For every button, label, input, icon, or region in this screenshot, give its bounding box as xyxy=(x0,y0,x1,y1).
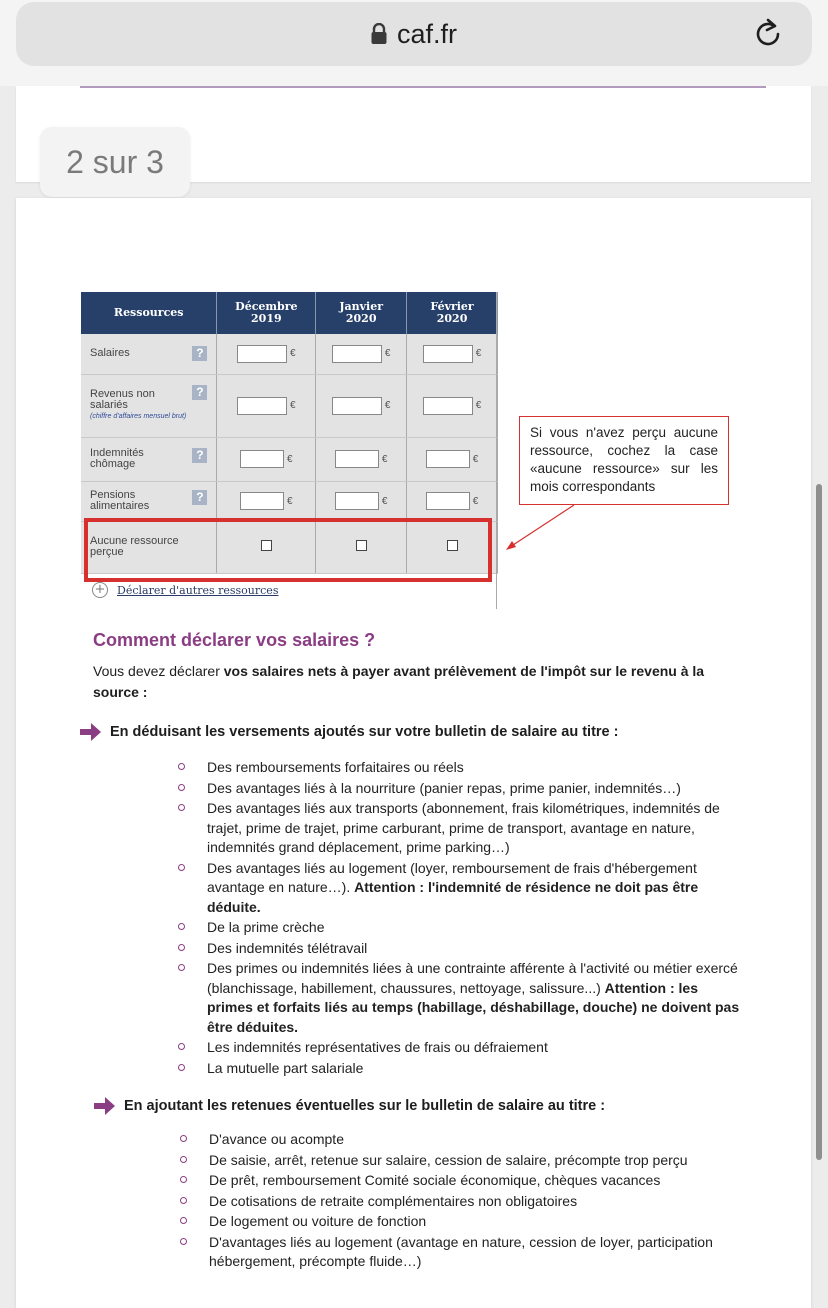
list-item: De cotisations de retraite complémentaires non obligatoires xyxy=(180,1192,746,1212)
plus-icon: + xyxy=(92,582,108,598)
currency-label: € xyxy=(381,495,388,507)
column-header: Janvier 2020 xyxy=(316,292,407,334)
section-heading: Comment déclarer vos salaires ? xyxy=(93,630,376,650)
document-page xyxy=(16,198,811,1308)
currency-label: € xyxy=(472,495,479,507)
amount-input[interactable] xyxy=(237,397,287,415)
amount-input[interactable] xyxy=(426,492,470,510)
currency-label: € xyxy=(384,400,391,411)
amount-input[interactable] xyxy=(237,345,287,363)
amount-input[interactable] xyxy=(423,397,473,415)
list-item: Des avantages liés au logement (loyer, remboursement de frais d'hébergement avantage en nature…). Attention : l'indemnité de résidence ne doit pas être déduite. xyxy=(178,859,744,918)
row-label: Revenus non salariés (chiffre d'affaires mensuel brut) ? xyxy=(81,374,217,437)
list-item: Des primes ou indemnités liées à une contrainte afférente à l'activité ou métier exercé (blanchissage, habillement, chaussures, nettoyage, salissure...) Attention : les primes et forfaits liés au temps (habillage, déshabillage, douche) ne doivent pas être déduites. xyxy=(178,959,744,1037)
currency-label: € xyxy=(475,348,482,360)
row-label: Indemnités chômage ? xyxy=(81,437,217,481)
row-label: Aucune ressource perçue xyxy=(81,521,217,573)
reload-icon[interactable] xyxy=(750,16,786,52)
currency-label: € xyxy=(290,348,296,360)
divider xyxy=(80,86,766,88)
arrow-right-icon xyxy=(92,1095,116,1117)
callout-note: Si vous n'avez perçu aucune ressource, cochez la case «aucune ressource» sur les mois correspondants xyxy=(519,416,729,505)
table-row xyxy=(81,334,498,374)
intro-text: Vous devez déclarer vos salaires nets à payer avant prélèvement de l'impôt sur le revenu à la source : xyxy=(93,663,705,700)
table-header-row xyxy=(81,292,498,334)
browser-toolbar xyxy=(0,0,828,86)
url-text: caf.fr xyxy=(396,18,457,49)
row-label: Pensions alimentaires ? xyxy=(81,481,217,521)
list-item: Des avantages liés à la nourriture (panier repas, prime panier, indemnités…) xyxy=(178,779,744,799)
amount-input[interactable] xyxy=(240,492,284,510)
list-item: D'avantages liés au logement (avantage en nature, cession de loyer, participation hébergement, précompte fluide…) xyxy=(180,1233,746,1272)
currency-label: € xyxy=(475,400,482,411)
column-header: Décembre 2019 xyxy=(217,292,316,334)
help-icon[interactable]: ? xyxy=(192,346,207,361)
currency-label: € xyxy=(290,400,296,411)
amount-input[interactable] xyxy=(332,345,382,363)
amount-input[interactable] xyxy=(426,450,470,468)
add-resources-row[interactable] xyxy=(92,582,278,598)
list-item: Les indemnités représentatives de frais ou défraiement xyxy=(178,1038,744,1058)
list-item: De prêt, remboursement Comité sociale économique, chèques vacances xyxy=(180,1171,746,1191)
lock-icon xyxy=(371,23,387,45)
page-indicator: 2 sur 3 xyxy=(40,127,190,197)
highlight-box xyxy=(84,518,492,582)
currency-label: € xyxy=(381,453,388,465)
currency-label: € xyxy=(287,453,293,465)
currency-label: € xyxy=(472,453,479,465)
list-item: Des indemnités télétravail xyxy=(178,939,744,959)
table-edge xyxy=(496,292,497,609)
column-header: Ressources xyxy=(81,292,217,334)
deductions-list xyxy=(178,758,744,1079)
list-item: De logement ou voiture de fonction xyxy=(180,1212,746,1232)
address-bar[interactable] xyxy=(16,2,812,66)
help-icon[interactable]: ? xyxy=(192,385,207,400)
currency-label: € xyxy=(384,348,391,360)
currency-label: € xyxy=(287,495,293,507)
list-item: La mutuelle part salariale xyxy=(178,1059,744,1079)
help-icon[interactable]: ? xyxy=(192,448,207,463)
list-item: De saisie, arrêt, retenue sur salaire, cession de salaire, précompte trop perçu xyxy=(180,1151,746,1171)
list-item: Des remboursements forfaitaires ou réels xyxy=(178,758,744,778)
table-row xyxy=(81,481,498,521)
row-label: Salaires ? xyxy=(81,334,217,374)
add-resources-link[interactable]: Déclarer d'autres ressources xyxy=(117,583,279,597)
list-item: De la prime crèche xyxy=(178,918,744,938)
column-header: Février 2020 xyxy=(407,292,498,334)
amount-input[interactable] xyxy=(423,345,473,363)
amount-input[interactable] xyxy=(332,397,382,415)
table-row xyxy=(81,437,498,481)
additions-list xyxy=(180,1130,746,1273)
block-title: En ajoutant les retenues éventuelles sur le bulletin de salaire au titre : xyxy=(92,1095,605,1117)
list-item: Des avantages liés aux transports (abonnement, frais kilométriques, indemnités de trajet, prime de trajet, prime carburant, prime de transport, avantage en nature, indemnités grand déplacement, prime parking…) xyxy=(178,799,744,858)
table-row xyxy=(81,374,498,437)
list-item: D'avance ou acompte xyxy=(180,1130,746,1150)
amount-input[interactable] xyxy=(240,450,284,468)
arrow-right-icon xyxy=(78,721,102,743)
scrollbar[interactable] xyxy=(816,484,822,1160)
help-icon[interactable]: ? xyxy=(192,490,207,505)
amount-input[interactable] xyxy=(335,450,379,468)
block-title: En déduisant les versements ajoutés sur votre bulletin de salaire au titre : xyxy=(78,721,618,743)
amount-input[interactable] xyxy=(335,492,379,510)
callout-arrow xyxy=(504,503,584,553)
